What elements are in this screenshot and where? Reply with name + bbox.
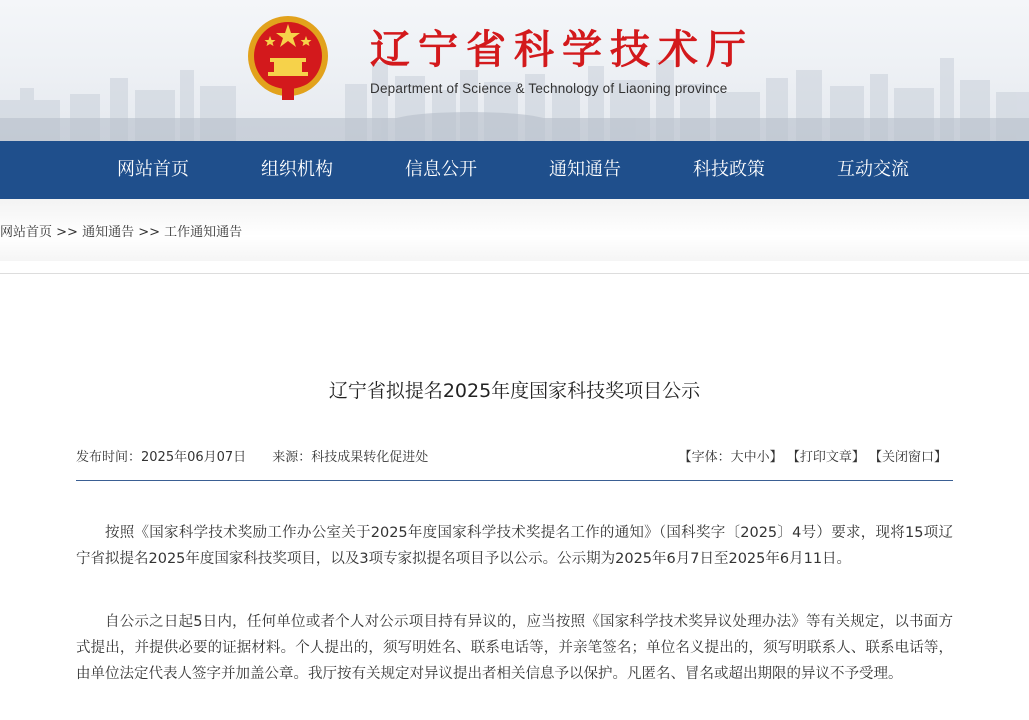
breadcrumb-notices[interactable]: 通知通告: [82, 225, 135, 240]
breadcrumb-bar: [0, 199, 1029, 261]
site-subtitle: Department of Science & Technology of Liaoning province: [370, 81, 728, 96]
nav-item-policy[interactable]: 科技政策: [693, 159, 765, 180]
divider: [76, 480, 953, 481]
breadcrumb-home[interactable]: 网站首页: [0, 225, 53, 240]
national-emblem-icon: [246, 14, 330, 102]
nav-item-notices[interactable]: 通知通告: [549, 159, 621, 180]
font-size-close: 】: [769, 450, 783, 465]
font-size-options[interactable]: 大中小: [730, 450, 770, 465]
breadcrumb-work-notices[interactable]: 工作通知通告: [164, 225, 243, 240]
font-size-label: 【字体：: [678, 450, 731, 465]
article-title: 辽宁省拟提名2025年度国家科技奖项目公示: [328, 380, 701, 402]
article-tools: [679, 446, 947, 465]
publish-date: 2025年06月07日: [141, 450, 247, 465]
article-paragraph: 自公示之日起5日内，任何单位或者个人对公示项目持有异议的，应当按照《国家科学技术奖异议处理办法》等有关规定，以书面方式提出，并提供必要的证据材料。个人提出的，须写明姓名、联系电话等，并亲笔签名；单位名义提出的，须写明联系人、联系电话等，由单位法定代表人签字并加盖公章。我厅按有关规定对异议提出者相关信息予以保护。凡匿名、冒名或超出期限的异议不予受理。: [76, 614, 953, 682]
breadcrumb-separator: >>: [138, 225, 165, 240]
article-meta: [76, 446, 428, 465]
print-article-link[interactable]: 【打印文章】: [786, 450, 865, 465]
site-header: [0, 0, 1029, 141]
source-value: 科技成果转化促进处: [311, 450, 429, 465]
nav-item-information-disclosure[interactable]: 信息公开: [405, 159, 477, 180]
nav-item-interaction[interactable]: 互动交流: [837, 159, 909, 180]
publish-label: 发布时间：: [76, 450, 142, 465]
breadcrumb-separator: >>: [56, 225, 83, 240]
site-title: 辽宁省科学技术厅: [370, 26, 754, 73]
divider: [0, 273, 1029, 274]
close-window-link[interactable]: 【关闭窗口】: [868, 450, 947, 465]
nav-item-organization[interactable]: 组织机构: [261, 159, 333, 180]
breadcrumb: [0, 221, 242, 240]
source-label: 来源：: [272, 450, 312, 465]
main-nav: [0, 141, 1029, 199]
article-paragraph: 按照《国家科学技术奖励工作办公室关于2025年度国家科学技术奖提名工作的通知》（国科奖字〔2025〕4号）要求，现将15项辽宁省拟提名2025年度国家科技奖项目，以及3项专家拟提名项目予以公示。公示期为2025年6月7日至2025年6月11日。: [76, 525, 953, 567]
nav-item-home[interactable]: 网站首页: [117, 159, 189, 180]
